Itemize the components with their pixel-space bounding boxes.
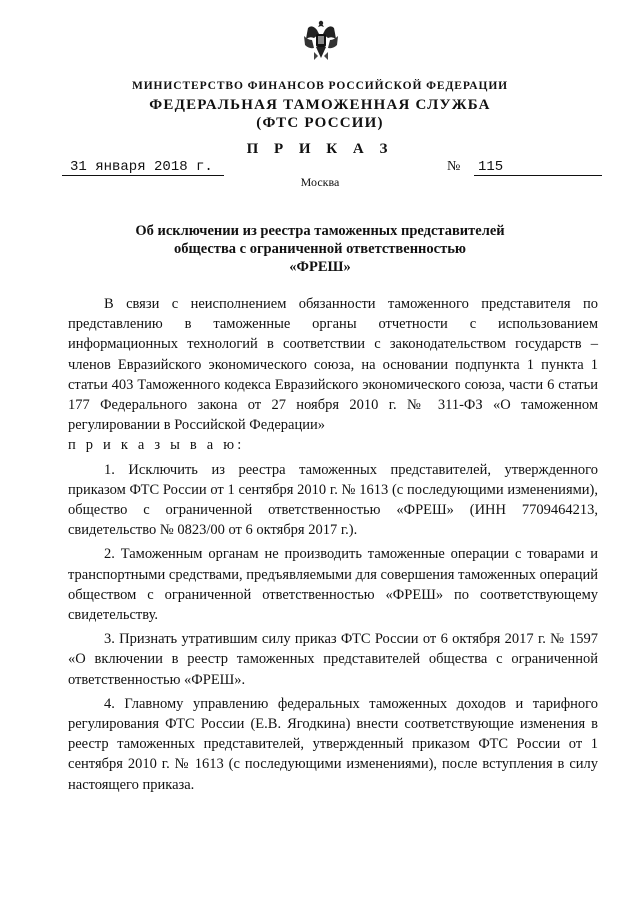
item-3: 3. Признать утратившим силу приказ ФТС России от 6 октября 2017 г. № 1597 «О включении в реестр таможенных представителей общества с ограниченной ответственностью «ФРЕШ». xyxy=(68,631,598,688)
order-word: п р и к а з ы в а ю: xyxy=(68,437,245,454)
order-body xyxy=(68,294,598,799)
item-4: 4. Главному управлению федеральных таможенных доходов и тарифного регулирования ФТС России (Е.В. Ягодкина) внести соответствующие изменения в реестр таможенных представителей, утвержденный приказом ФТС России от 1 сентября 2010 г. № 1613 (с последующими изменениями), после вступления в силу настоящего приказа. xyxy=(68,695,598,793)
item-2: 2. Таможенным органам не производить таможенные операции с товарами и транспортными средствами, предъявляемыми для совершения таможенных операций обществом с ограниченной ответственностью «ФРЕШ» по соответствующему свидетельству. xyxy=(68,546,598,624)
order-number: 115 xyxy=(474,159,602,176)
service-name: ФЕДЕРАЛЬНАЯ ТАМОЖЕННАЯ СЛУЖБА xyxy=(149,97,491,113)
document-type: П Р И К А З xyxy=(246,141,394,157)
service-abbreviation: (ФТС РОССИИ) xyxy=(256,115,384,131)
order-title xyxy=(0,222,640,276)
title-line-1: Об исключении из реестра таможенных представителей xyxy=(135,223,505,239)
order-date: 31 января 2018 г. xyxy=(62,159,224,176)
item-1: 1. Исключить из реестра таможенных представителей, утвержденного приказом ФТС России от 1 сентября 2010 г. № 1613 (с последующими изменениями), общество с ограниченной ответственностью «ФРЕШ» (ИНН 7709464213, свидетельство № 0823/00 от 6 октября 2017 г.). xyxy=(68,461,598,539)
preamble-paragraph: В связи с неисполнением обязанности таможенного представителя по представлению в таможенные органы отчетности с использованием информационных технологий в соответствии с законодательством государств – членов Евразийского экономического союза, на основании подпункта 1 пункта 1 статьи 403 Таможенного кодекса Евразийского экономического союза, части 6 статьи 177 Федерального закона от 27 ноября 2010 г. № 311-ФЗ «О таможенном регулировании в Российской Федерации» xyxy=(68,296,598,434)
title-line-3: «ФРЕШ» xyxy=(289,259,351,275)
number-label: № xyxy=(447,159,461,174)
coat-of-arms-icon xyxy=(302,18,340,64)
title-line-2: общества с ограниченной ответственностью xyxy=(174,241,466,257)
city: Москва xyxy=(300,175,340,189)
ministry-name: МИНИСТЕРСТВО ФИНАНСОВ РОССИЙСКОЙ ФЕДЕРАЦИИ xyxy=(131,80,509,92)
